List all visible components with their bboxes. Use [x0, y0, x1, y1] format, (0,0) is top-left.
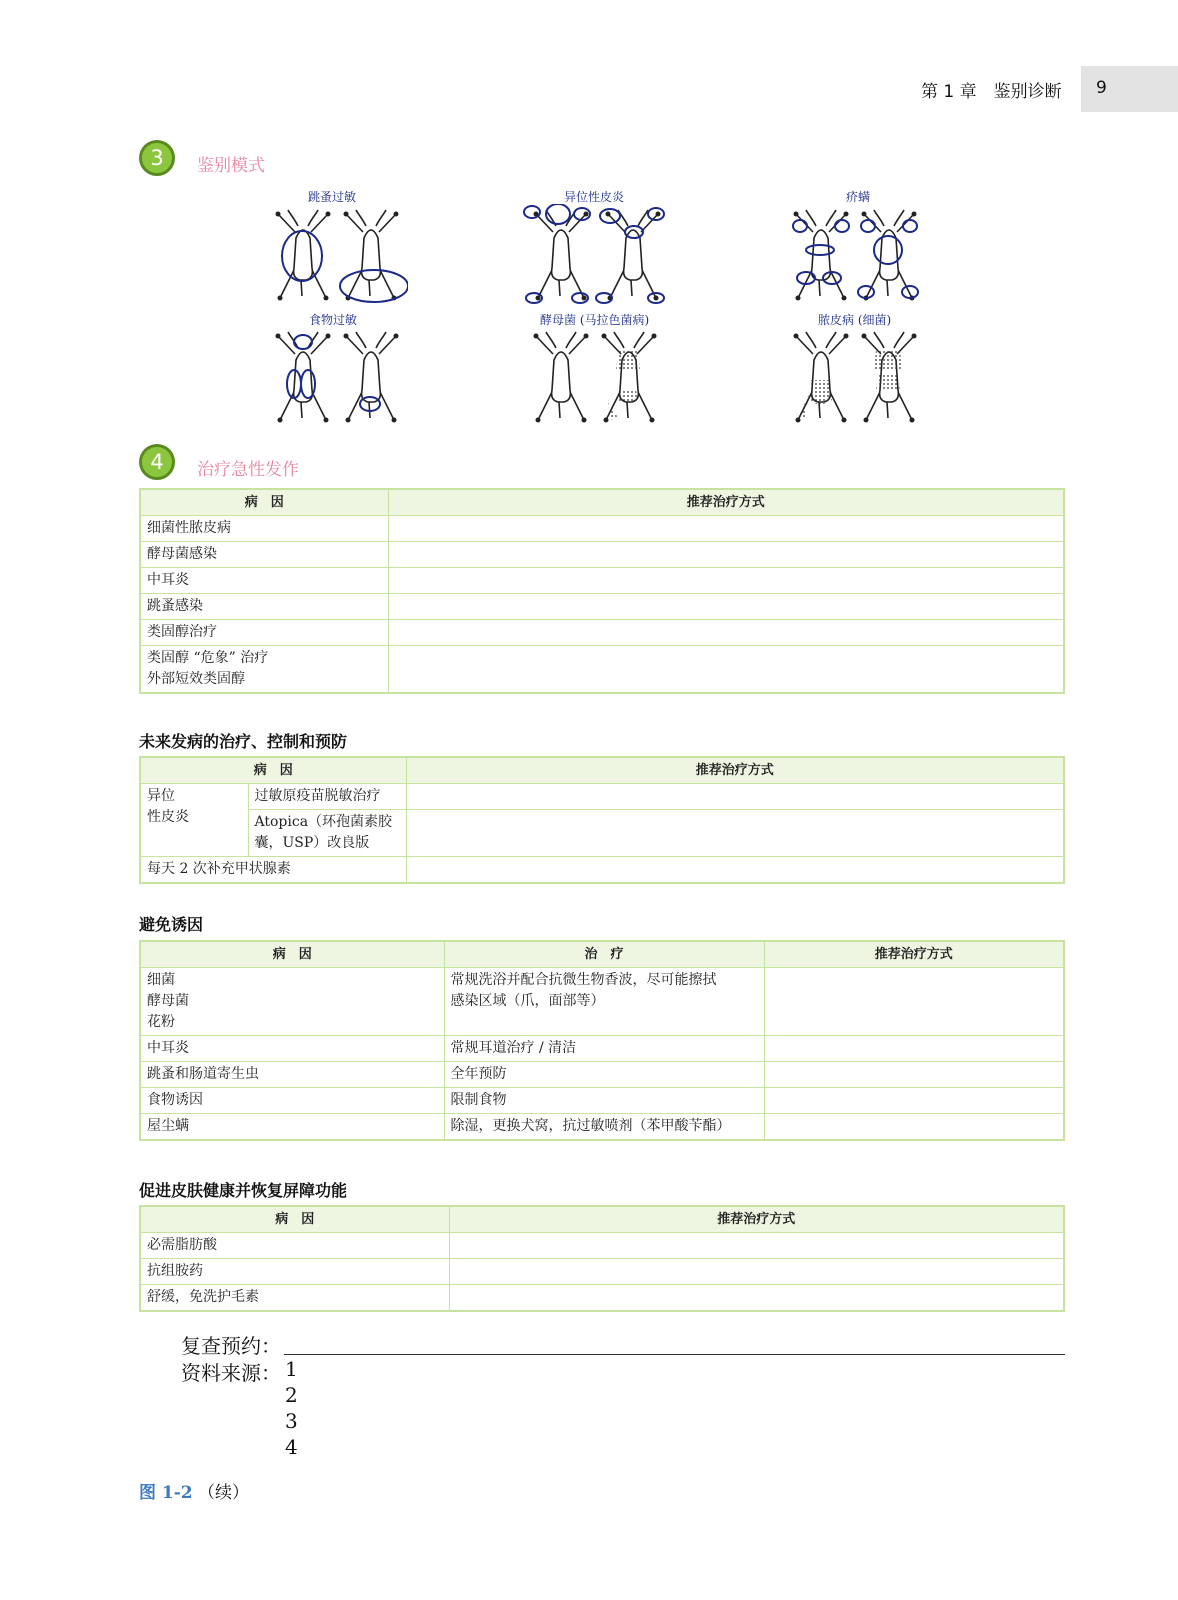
table-row — [140, 620, 1064, 646]
cause-cell: 舒缓，免洗护毛素 — [140, 1285, 449, 1312]
table-row — [140, 857, 1064, 884]
treatment-input-cell[interactable] — [449, 1259, 1064, 1285]
cause-line: 外部短效类固醇 — [147, 671, 245, 687]
column-header-recommended: 推荐治疗方式 — [764, 941, 1064, 968]
treatment-input-cell[interactable] — [406, 857, 1064, 884]
cause-line: 细菌 — [147, 972, 175, 988]
column-header-cause: 病 因 — [140, 489, 388, 516]
diagram-label-yeast: 酵母菌 (马拉色菌病) — [540, 313, 650, 327]
cause-cell: 必需脂肪酸 — [140, 1233, 449, 1259]
diagram-label-food-allergy: 食物过敏 — [309, 313, 358, 327]
treatment-input-cell[interactable] — [764, 1062, 1064, 1088]
column-header-cause: 病 因 — [140, 941, 444, 968]
cause-cell: 食物诱因 — [140, 1088, 444, 1114]
cause-cell — [140, 968, 444, 1036]
table-row — [140, 1114, 1064, 1141]
treatment-input-cell[interactable] — [388, 568, 1064, 594]
sub-cause-cell: 过敏原疫苗脱敏治疗 — [248, 784, 406, 810]
table-row — [140, 542, 1064, 568]
column-header-recommended: 推荐治疗方式 — [449, 1206, 1064, 1233]
diagram-label-flea-allergy: 跳蚤过敏 — [308, 190, 357, 204]
cause-cell: 每天 2 次补充甲状腺素 — [140, 857, 406, 884]
therapy-cell: 除湿，更换犬窝，抗过敏喷剂（苯甲酸苄酯） — [444, 1114, 764, 1141]
column-header-recommended: 推荐治疗方式 — [406, 757, 1064, 784]
treatment-input-cell[interactable] — [388, 594, 1064, 620]
avoid-triggers-table — [139, 940, 1065, 1141]
table-row — [140, 968, 1064, 1036]
source-item: 3 — [285, 1409, 298, 1433]
cause-cell: 跳蚤感染 — [140, 594, 388, 620]
section-3-title: 鉴别模式 — [197, 156, 265, 176]
future-treatment-table — [139, 756, 1065, 884]
treatment-input-cell[interactable] — [764, 1114, 1064, 1141]
therapy-line: 感染区域（爪，面部等） — [450, 993, 605, 1009]
cause-line: 异位 — [147, 788, 175, 804]
cause-line: 酵母菌 — [147, 993, 189, 1009]
table-row — [140, 1036, 1064, 1062]
cause-line: Atopica（环孢菌素胶 — [254, 814, 393, 830]
diagram-label-mites: 疥螨 — [846, 190, 871, 204]
cause-line: 花粉 — [147, 1014, 175, 1030]
table-row — [140, 784, 1064, 810]
table-row — [140, 1285, 1064, 1312]
avoid-triggers-heading: 避免诱因 — [139, 915, 204, 934]
treatment-input-cell[interactable] — [449, 1233, 1064, 1259]
figure-caption — [139, 1478, 249, 1503]
treatment-input-cell[interactable] — [764, 1036, 1064, 1062]
cause-cell: 跳蚤和肠道寄生虫 — [140, 1062, 444, 1088]
therapy-cell — [444, 968, 764, 1036]
section-3-number-badge: 3 — [139, 140, 175, 176]
diagram-label-pyoderma: 脓皮病 (细菌) — [818, 313, 892, 327]
therapy-line: 常规洗浴并配合抗微生物香波，尽可能擦拭 — [450, 972, 717, 988]
table-row — [140, 594, 1064, 620]
column-header-cause: 病 因 — [140, 1206, 449, 1233]
skin-health-heading: 促进皮肤健康并恢复屏障功能 — [139, 1181, 348, 1200]
table-row — [140, 516, 1064, 542]
cause-group-cell — [140, 784, 248, 857]
cause-cell: 中耳炎 — [140, 568, 388, 594]
treatment-input-cell[interactable] — [764, 968, 1064, 1036]
figure-caption-text: （续） — [198, 1483, 250, 1503]
table-row — [140, 1088, 1064, 1114]
cause-line: 性皮炎 — [147, 809, 189, 825]
cause-cell: 屋尘螨 — [140, 1114, 444, 1141]
cause-cell: 细菌性脓皮病 — [140, 516, 388, 542]
therapy-cell: 全年预防 — [444, 1062, 764, 1088]
treatment-input-cell[interactable] — [388, 542, 1064, 568]
diagram-food-allergy — [268, 330, 408, 426]
table-row — [140, 568, 1064, 594]
therapy-cell: 常规耳道治疗 / 清洁 — [444, 1036, 764, 1062]
figure-number: 图 1-2 — [139, 1483, 193, 1503]
cause-cell: 类固醇治疗 — [140, 620, 388, 646]
page-number: 9 — [1081, 66, 1178, 112]
cause-cell: 抗组胺药 — [140, 1259, 449, 1285]
table-row — [140, 810, 1064, 857]
diagram-flea-allergy — [268, 208, 408, 304]
treatment-input-cell[interactable] — [764, 1088, 1064, 1114]
source-label: 资料来源： — [181, 1361, 281, 1385]
source-item: 2 — [285, 1383, 298, 1407]
cause-cell: 中耳炎 — [140, 1036, 444, 1062]
column-header-cause: 病 因 — [140, 757, 406, 784]
diagram-yeast — [526, 330, 666, 426]
treatment-input-cell[interactable] — [449, 1285, 1064, 1312]
diagram-pyoderma — [786, 330, 926, 426]
cause-line: 囊，USP）改良版 — [254, 835, 370, 851]
section-4-title: 治疗急性发作 — [197, 460, 299, 480]
future-treatment-heading: 未来发病的治疗、控制和预防 — [139, 732, 348, 751]
cause-cell — [140, 646, 388, 694]
treatment-input-cell[interactable] — [406, 810, 1064, 857]
followup-input-line[interactable] — [284, 1354, 1065, 1355]
table-row — [140, 1259, 1064, 1285]
diagram-label-atopic-dermatitis: 异位性皮炎 — [564, 190, 625, 204]
diagram-atopic-dermatitis — [522, 204, 672, 304]
table-row — [140, 1062, 1064, 1088]
cause-cell: 酵母菌感染 — [140, 542, 388, 568]
source-item: 4 — [285, 1435, 298, 1459]
treatment-input-cell[interactable] — [406, 784, 1064, 810]
acute-treatment-table — [139, 488, 1065, 694]
column-header-therapy: 治 疗 — [444, 941, 764, 968]
treatment-input-cell[interactable] — [388, 620, 1064, 646]
table-row — [140, 1233, 1064, 1259]
source-item: 1 — [285, 1357, 298, 1381]
therapy-cell: 限制食物 — [444, 1088, 764, 1114]
cause-line: 类固醇 “危象” 治疗 — [147, 650, 269, 666]
skin-health-table — [139, 1205, 1065, 1312]
table-row — [140, 646, 1064, 694]
treatment-input-cell[interactable] — [388, 516, 1064, 542]
treatment-input-cell[interactable] — [388, 646, 1064, 694]
column-header-recommended: 推荐治疗方式 — [388, 489, 1064, 516]
chapter-title: 第 1 章 鉴别诊断 — [921, 82, 1062, 102]
diagram-mites — [786, 208, 926, 304]
sub-cause-cell — [248, 810, 406, 857]
followup-label: 复查预约： — [181, 1334, 281, 1358]
section-4-number-badge: 4 — [139, 444, 175, 480]
